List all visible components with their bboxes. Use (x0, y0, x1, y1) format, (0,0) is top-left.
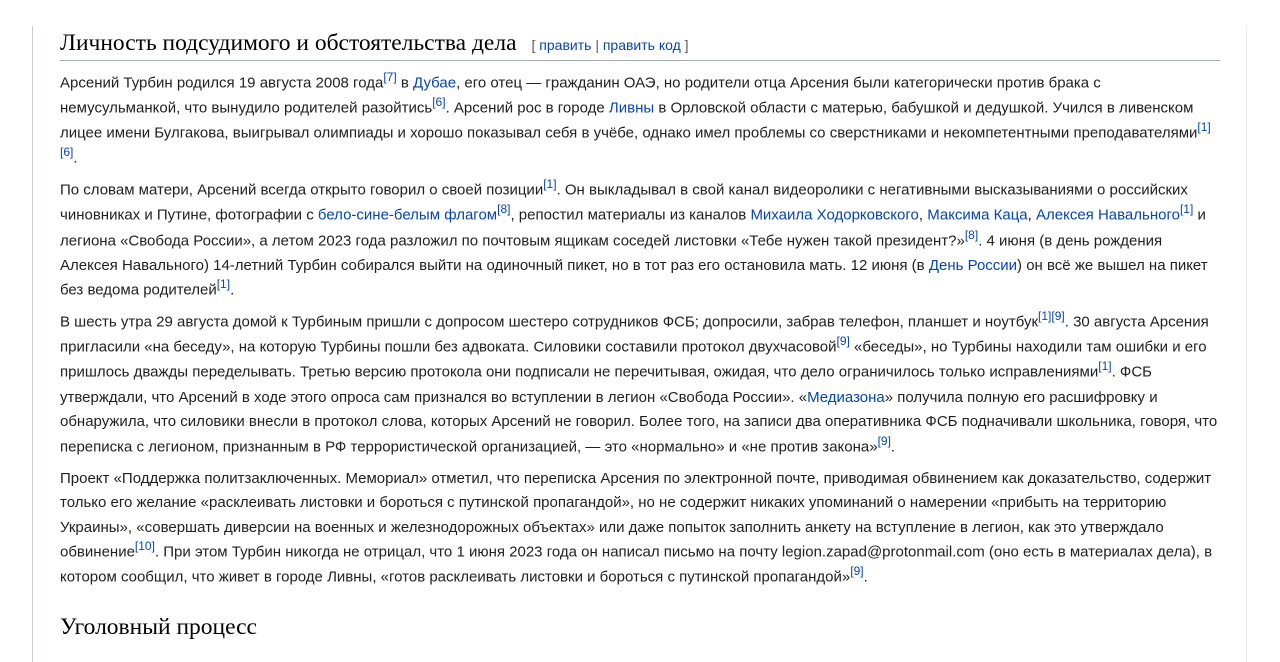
paragraph-1: Арсений Турбин родился 19 августа 2008 года[7] в Дубае, его отец — гражданин ОАЭ, но родители отца Арсения были категорически против брака с немусульманкой, что вынудило родителей разойтись[6]. Арсений рос в городе Ливны в Орловской области с матерью, бабушкой и дедушкой. Учился в ливенском лицее имени Булгакова, выигрывал олимпиады и хорошо показывал себя в учёбе, однако имел проблемы со сверстниками и некомпетентными преподавателями[1][6]. (60, 70, 1211, 167)
reference[interactable]: [9] (850, 564, 864, 579)
reference[interactable]: [1] (543, 177, 557, 192)
paragraph-3: В шесть утра 29 августа домой к Турбиным пришли с допросом шестеро сотрудников ФСБ; допросили, забрав телефон, планшет и ноутбук[1][9]. 30 августа Арсения пригласили «на беседу», на которую Турбины пошли без адвоката. Силовики составили протокол двухчасовой[9] «беседы», но Турбины находили там ошибки и его пришлось дважды переделывать. Третью версию протокола они подписали не перечитывая, ожидая, что дело ограничилось только исправлениями[1]. ФСБ утверждали, что Арсений в ходе этого опроса сам признался во вступлении в легион «Свобода России». «Медиазона» получила полную его расшифровку и обнаружила, что силовики внесли в протокол слова, которых Арсений не говорил. Более того, на записи два оперативника ФСБ подначивали школьника, говоря, что переписка с легионом, признанным в РФ террористической организацией, — это «нормально» и «не против закона»[9]. (60, 309, 1218, 456)
reference[interactable]: [1] (1098, 359, 1112, 374)
link-navalny[interactable]: Алексея Навального (1035, 207, 1180, 225)
paragraph-4: Проект «Поддержка политзаключенных. Мемориал» отметил, что переписка Арсения по электронной почте, приводимая обвинением как доказательство, содержит только его желание «расклеивать листовки и бороться с путинской пропагандой», но не содержит никаких упоминаний о намерении «прибыть на территорию Украины», «совершать диверсии на военных и железнодорожных объектах» или даже попыток заполнить анкету на вступление в легион, как это утверждало обвинение[10]. При этом Турбин никогда не отрицал, что 1 июня 2023 года он написал письмо на почту legion.zapad@protonmail.com (оно есть в материалах дела), в котором сообщил, что живет в городе Ливны, «готов расклеивать листовки и бороться с путинской пропагандой»[9]. (60, 469, 1213, 586)
reference[interactable]: [9] (1051, 309, 1065, 324)
paragraph-2: По словам матери, Арсений всегда открыто говорил о своей позиции[1]. Он выкладывал в свой канал видеоролики с негативными высказываниями о российских чиновниках и Путине, фотографии с бело-сине-белым флагом[8], репостил материалы из каналов Михаила Ходорковского, Максима Каца, Алексея Навального[1] и легиона «Свобода России», а летом 2023 года разложил по почтовым ящикам соседей листовки «Тебе нужен такой президент?»[8]. 4 июня (в день рождения Алексея Навального) 14-летний Турбин собирался выйти на одиночный пикет, но в тот раз его остановила мать. 12 июня (в День России) он всё же вышел на пикет без ведома родителей[1]. (60, 177, 1208, 299)
reference[interactable]: [10] (134, 539, 155, 554)
link-livny[interactable]: Ливны (608, 99, 655, 117)
section-title: Личность подсудимого и обстоятельства дела (60, 30, 517, 56)
reference[interactable]: [8] (497, 202, 511, 217)
link-dubai[interactable]: Дубае (412, 74, 457, 92)
next-section-title: Уголовный процесс (60, 614, 257, 640)
content-right-border (1246, 26, 1247, 662)
edit-link[interactable]: править (539, 37, 592, 53)
edit-source-link[interactable]: править код (602, 37, 681, 53)
link-mediazona[interactable]: Медиазона (807, 388, 885, 406)
reference[interactable]: [9] (877, 433, 891, 448)
edit-section-links: [ править | править код ] (531, 37, 689, 53)
reference[interactable]: [6] (432, 95, 446, 110)
reference[interactable]: [1] (216, 277, 231, 292)
link-khodorkovsky[interactable]: Михаила Ходорковского (750, 207, 919, 225)
reference[interactable]: [1] (1197, 120, 1211, 135)
reference[interactable]: [1] (1179, 202, 1194, 217)
reference[interactable]: [9] (836, 334, 850, 349)
reference[interactable]: [1] (1038, 309, 1052, 324)
link-katz[interactable]: Максима Каца (927, 207, 1028, 225)
content-left-border (32, 26, 33, 662)
reference[interactable]: [8] (964, 227, 979, 242)
link-white-blue-white-flag[interactable]: бело-сине-белым флагом (317, 207, 498, 225)
reference[interactable]: [7] (383, 70, 397, 84)
section-heading (60, 30, 1220, 61)
next-section-heading (60, 614, 257, 641)
article-content (60, 30, 1220, 597)
reference[interactable]: [6] (60, 145, 74, 160)
link-russia-day[interactable]: День России (928, 256, 1018, 274)
